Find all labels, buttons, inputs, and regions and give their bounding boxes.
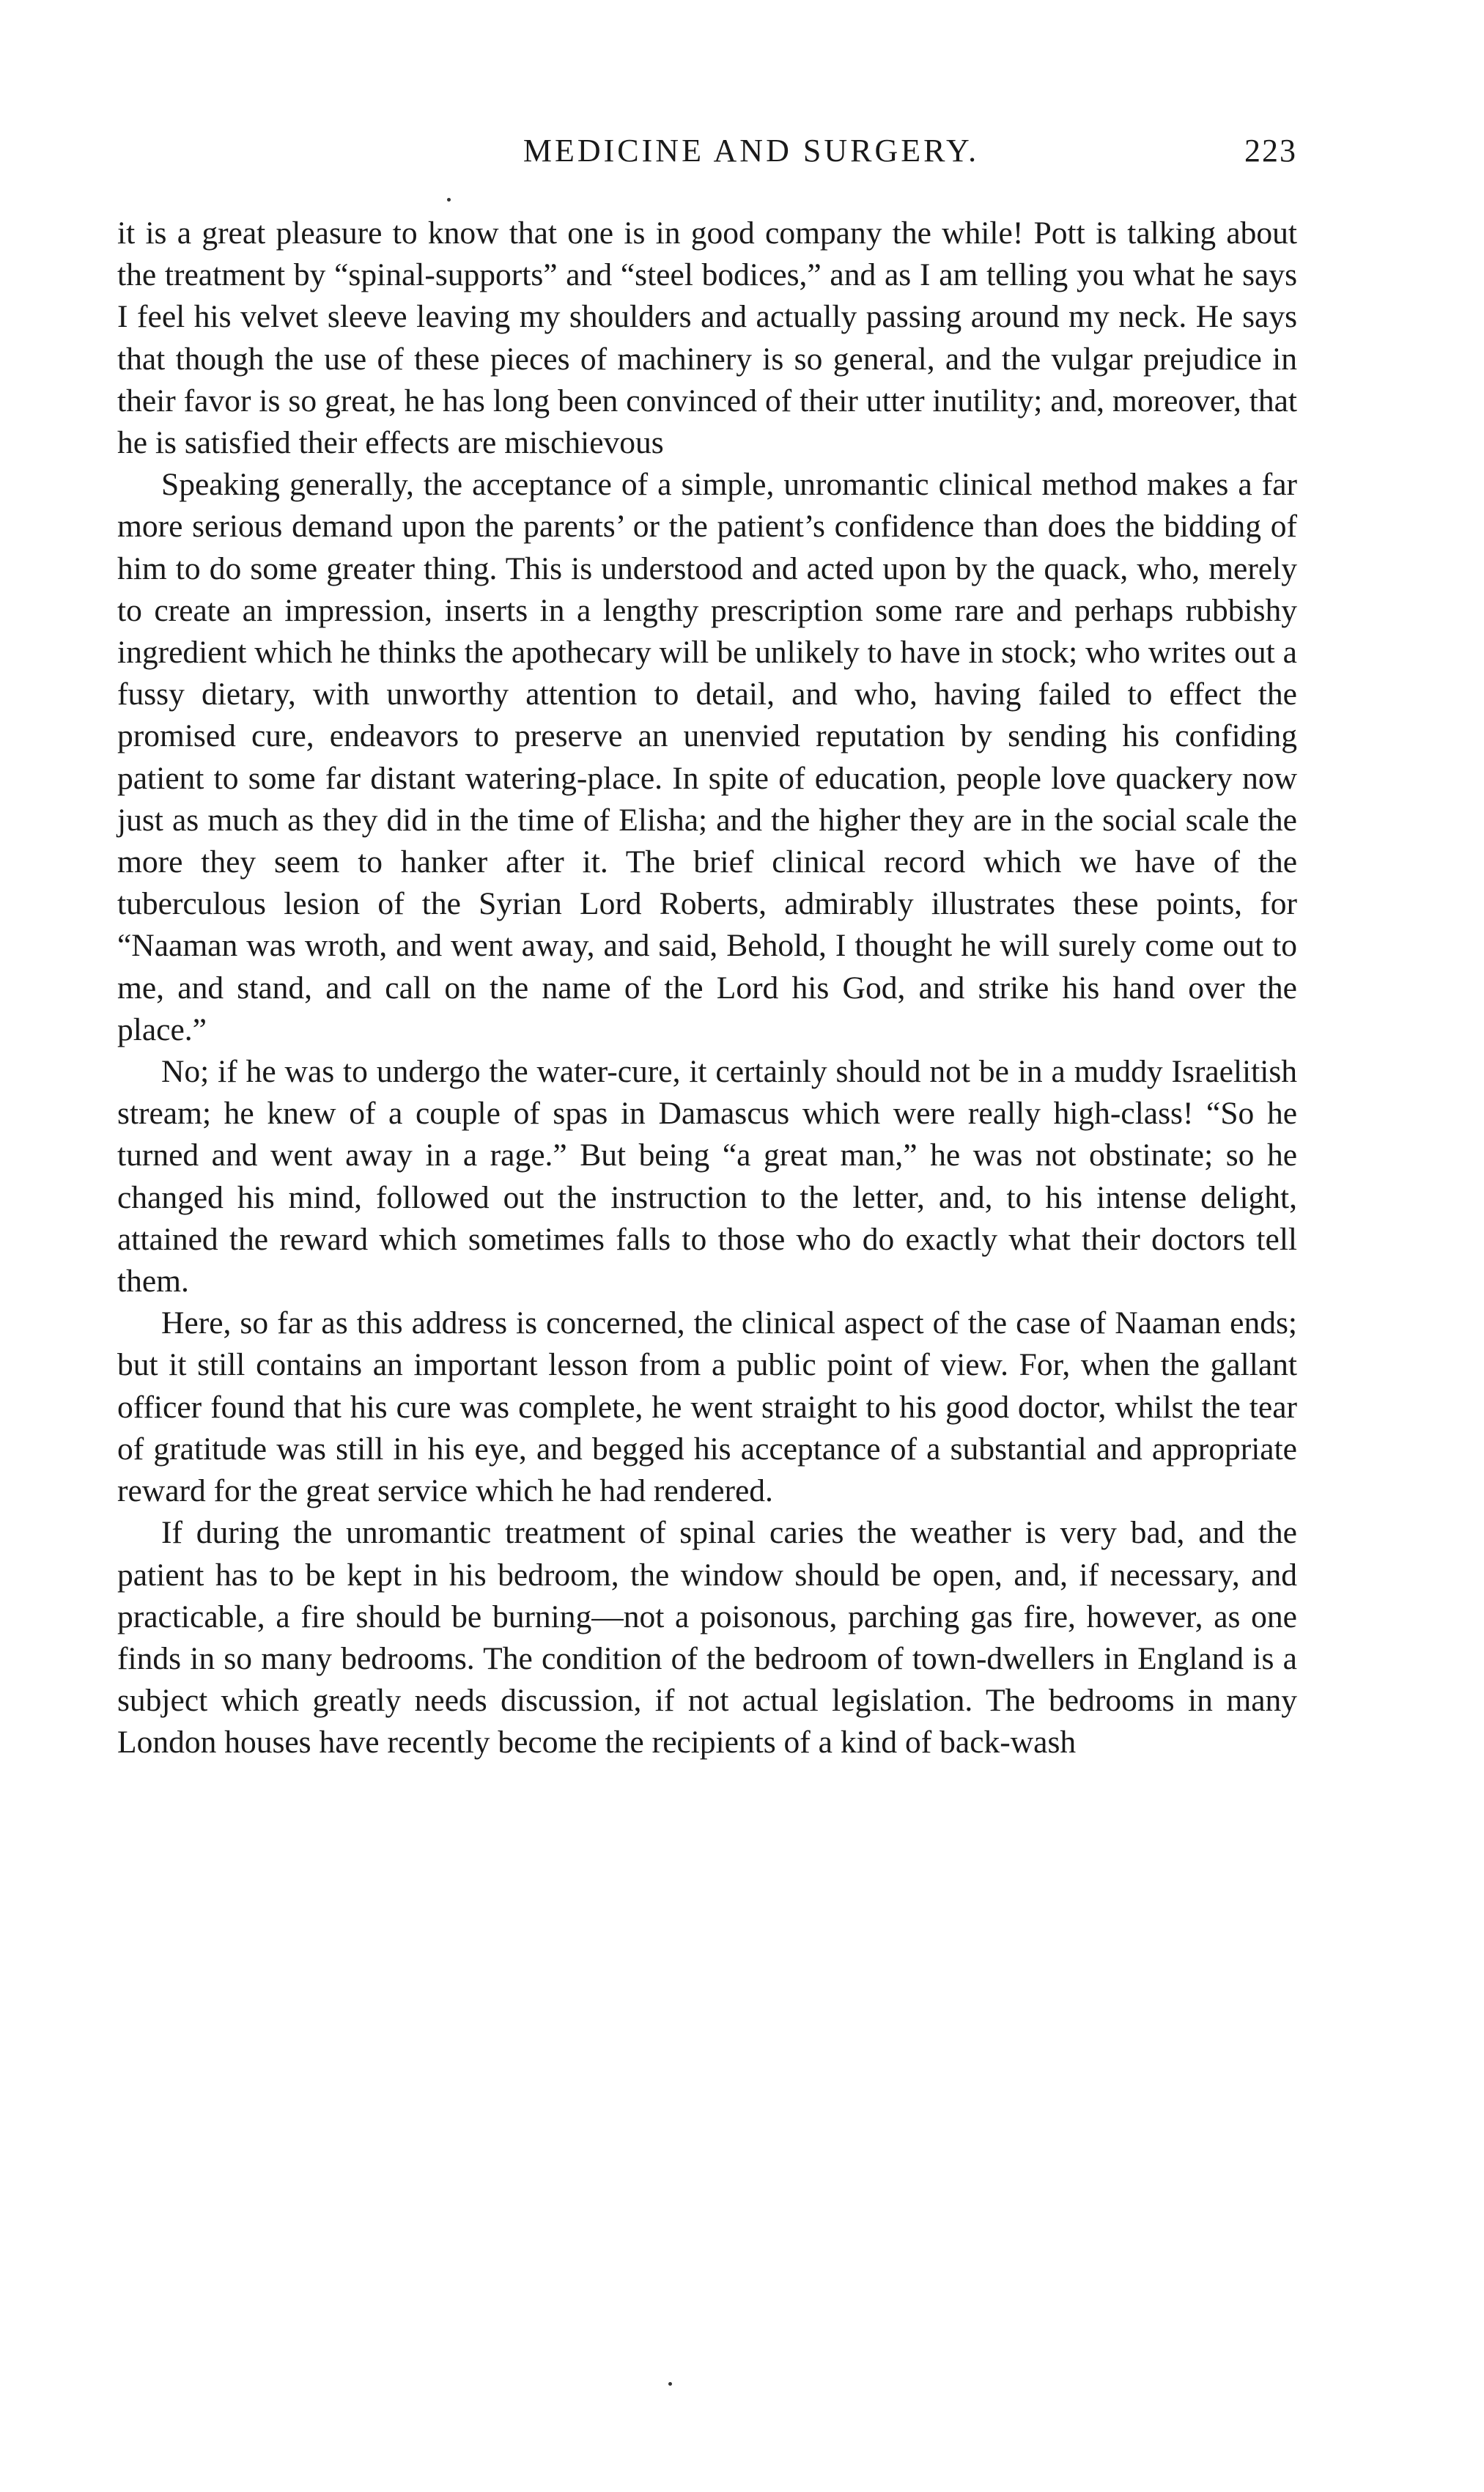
- body-text: [117, 213, 1297, 1764]
- paragraph-continued: it is a great pleasure to know that one is in good company the while! Pott is talking about the treatment by “spinal-supports” and “steel bodices,” and as I am telling you what he says I feel his velvet sleeve leaving my shoulders and actually passing around my neck. He says that though the use of these pieces of machinery is so general, and the vulgar prejudice in their favor is so great, he has long been convinced of their utter inutility; and, moreover, that he is satisfied their effects are mischievous: [117, 215, 1297, 461]
- running-title: MEDICINE AND SURGERY.: [523, 133, 980, 169]
- paragraph-bedroom: If during the unromantic treatment of spinal caries the weather is very bad, and the patient has to be kept in his bedroom, the window should be open, and, if necessary, and practicable, a fire should be burning—not a poisonous, parching gas fire, however, as one finds in so many bedrooms. The condition of the bedroom of town-dwellers in England is a subject which greatly needs discussion, if not actual legislation. The bedrooms in many London houses have recently become the recipients of a kind of back-wash: [117, 1515, 1297, 1761]
- print-speck: [447, 198, 451, 202]
- print-speck: [668, 2382, 672, 2386]
- paragraph-public-lesson: Here, so far as this address is concerned, the clinical aspect of the case of Naaman ends; but it still contains an important lesson from a public point of view. For, when the gallant officer found that his cure was complete, he went straight to his good doctor, whilst the tear of gratitude was still in his eye, and begged his acceptance of a substantial and appropriate reward for the great service which he had rendered.: [117, 1305, 1297, 1509]
- paragraph-quackery: Speaking generally, the acceptance of a simple, unromantic clinical method makes a far more serious demand upon the parents’ or the patient’s confidence than does the bidding of him to do some greater thing. This is understood and acted upon by the quack, who, merely to create an impression, inserts in a lengthy prescription some rare and perhaps rubbishy ingredient which he thinks the apothecary will be unlikely to have in stock; who writes out a fussy dietary, with unworthy attention to detail, and who, having failed to effect the promised cure, endeavors to preserve an unenvied reputation by sending his confiding patient to some far distant watering-place. In spite of education, people love quackery now just as much as they did in the time of Elisha; and the higher they are in the social scale the more they seem to hanker after it. The brief clinical record which we have of the tuberculous lesion of the Syrian Lord Roberts, admirably illustrates these points, for “Naaman was wroth, and went away, and said, Behold, I thought he will surely come out to me, and stand, and call on the name of the Lord his God, and strike his hand over the place.”: [117, 467, 1297, 1047]
- page-number: 223: [1244, 133, 1297, 169]
- running-head: [117, 132, 1297, 183]
- paragraph-water-cure: No; if he was to undergo the water-cure, it certainly should not be in a muddy Israelitish stream; he knew of a couple of spas in Damascus which were really high-class! “So he turned and went away in a rage.” But being “a great man,” he was not obstinate; so he changed his mind, followed out the instruction to the letter, and, to his intense delight, attained the reward which sometimes falls to those who do exactly what their doctors tell them.: [117, 1054, 1297, 1300]
- book-page: [117, 132, 1297, 2433]
